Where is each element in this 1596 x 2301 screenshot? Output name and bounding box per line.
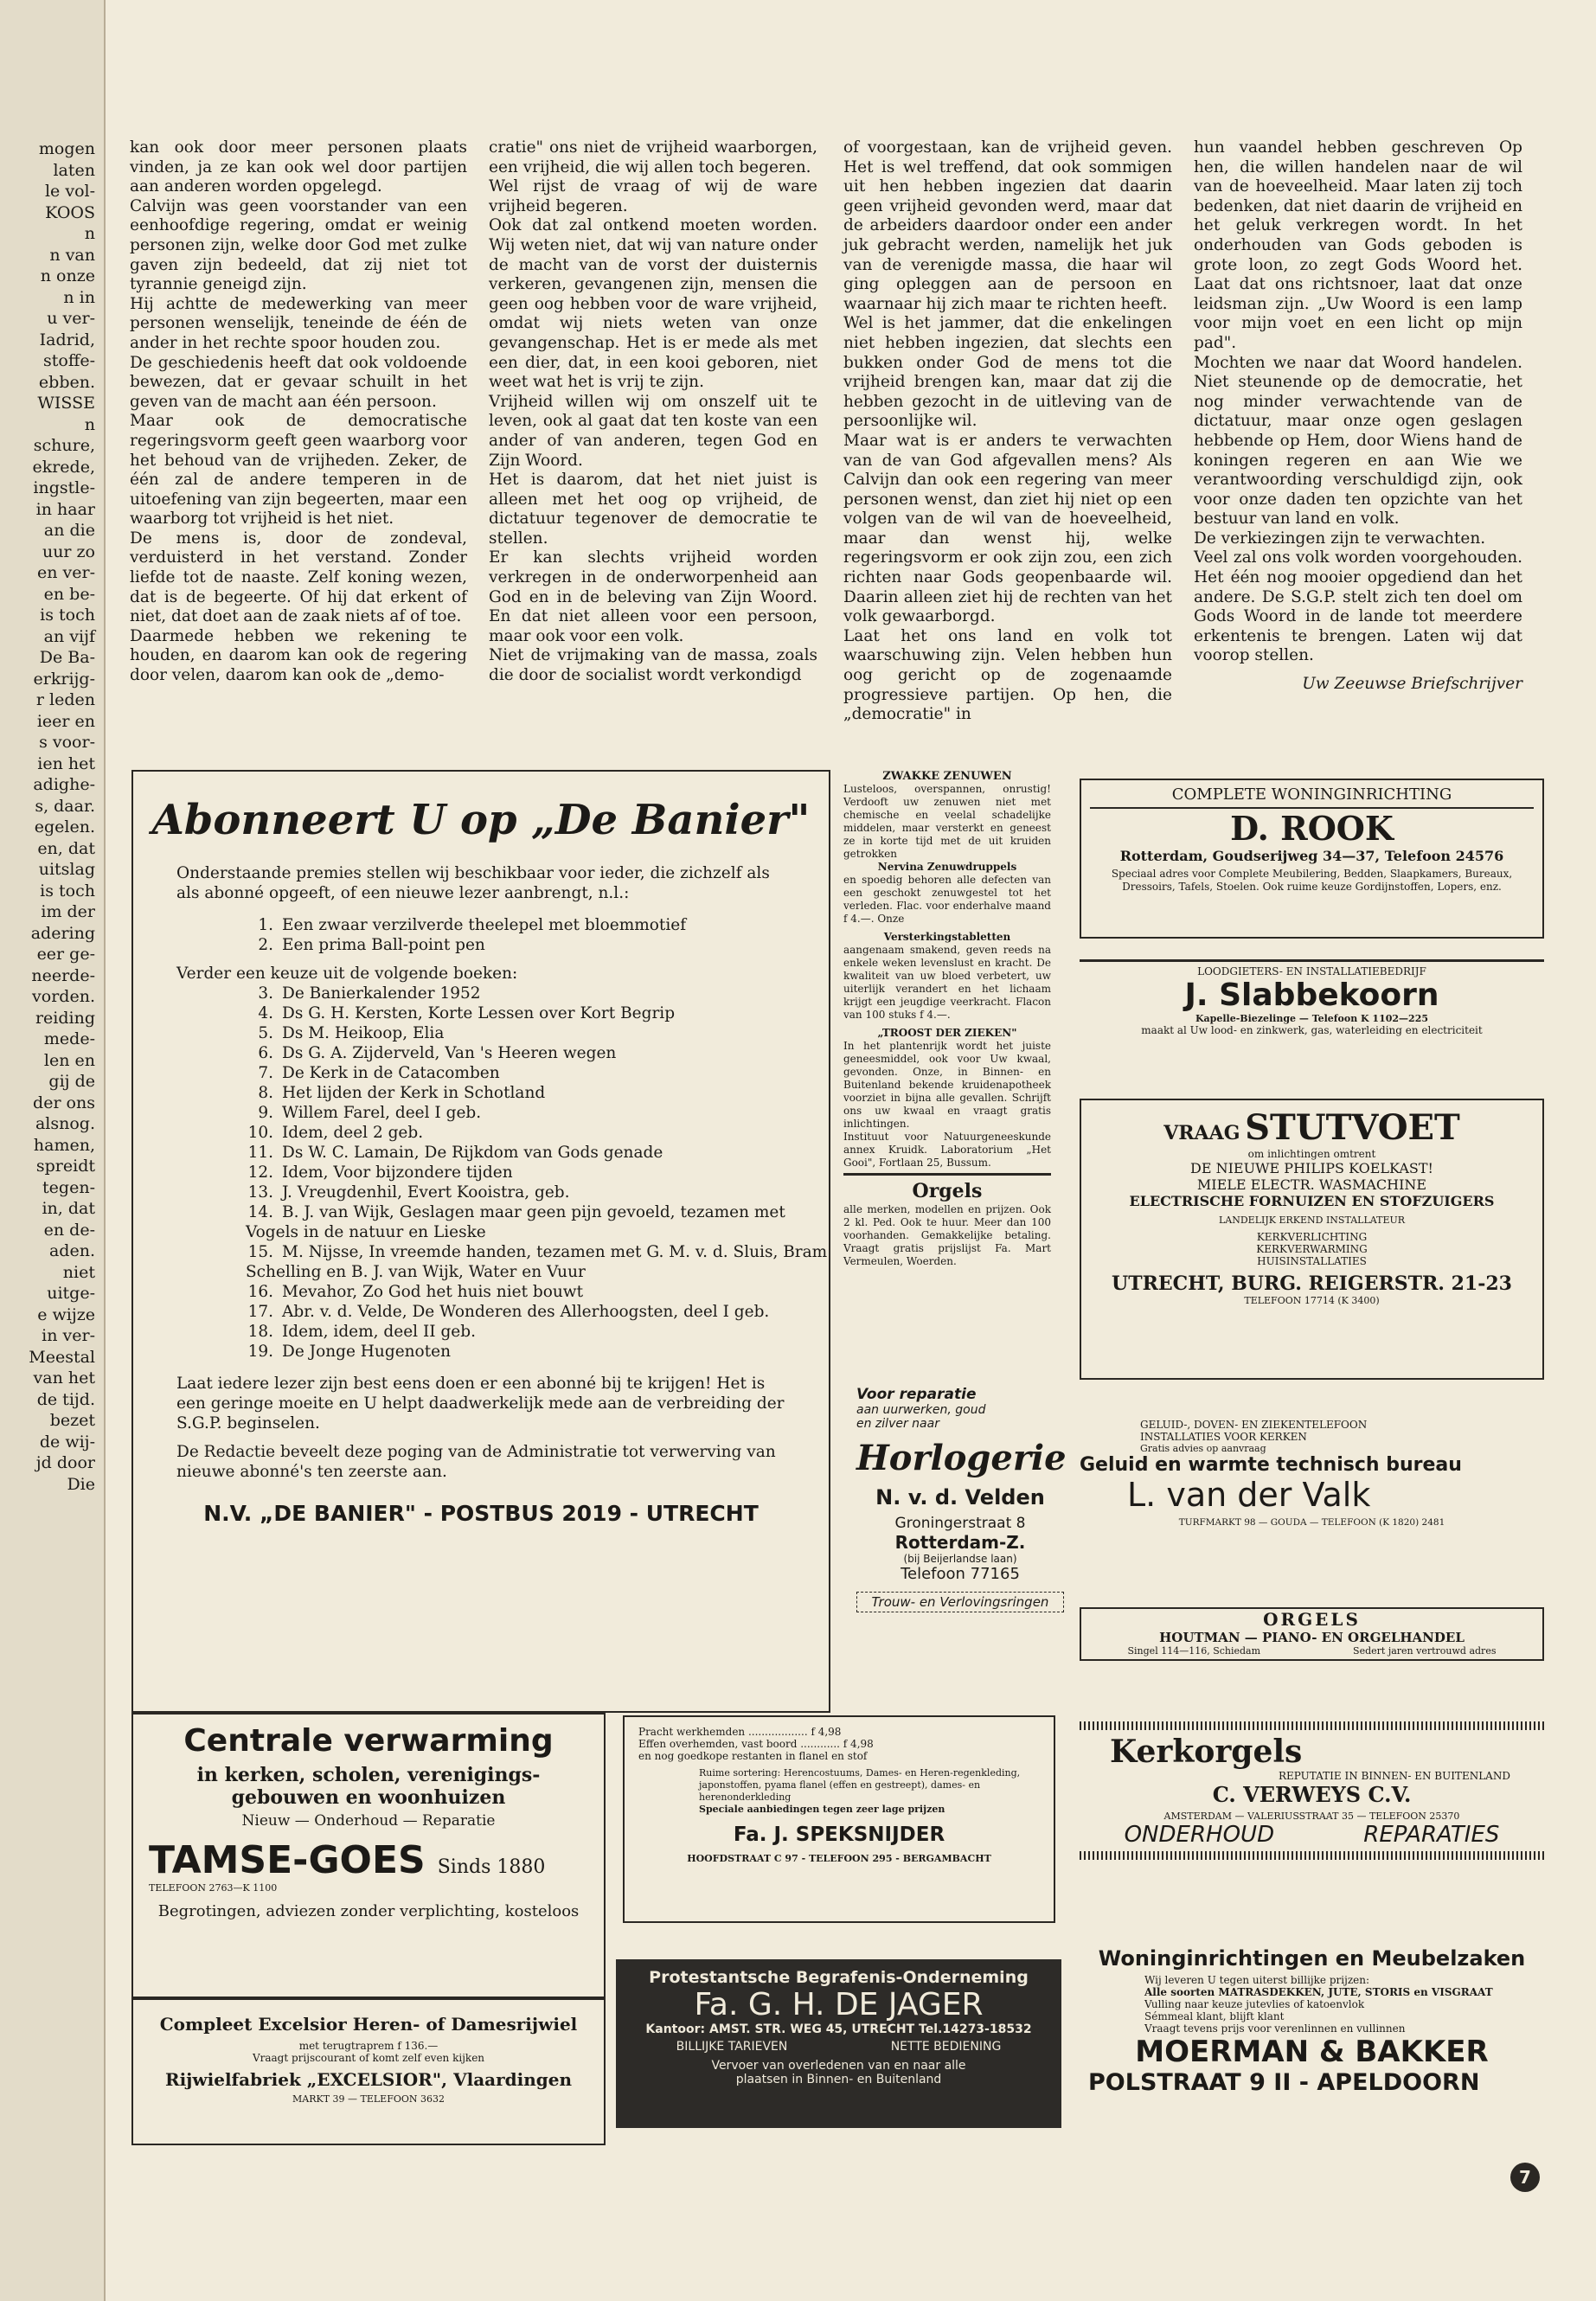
stutvoet-phone: TELEFOON 17714 (K 3400) [1244, 1295, 1380, 1306]
ad-line: om inlichtingen omtrent [1247, 1148, 1376, 1160]
margin-line: Die [67, 1474, 95, 1494]
margin-line: mogen [38, 139, 95, 158]
article-column-3 [843, 138, 1172, 725]
margin-line: en be- [43, 584, 95, 604]
margin-line: adering [30, 923, 95, 943]
ad-line: REPUTATIE IN BINNEN- EN BUITENLAND [1279, 1770, 1510, 1782]
paragraph: Vrijheid willen wij om onszelf uit te leven, ook al gaat dat ten koste van een ander of van anderen, tegen God en Zijn Woord. [489, 392, 817, 470]
margin-line: tegen- [42, 1177, 95, 1197]
margin-line: is toch [40, 606, 95, 625]
ad-line: Vraagt tevens prijs voor verenlinnen en vullinnen [1144, 2022, 1406, 2035]
list-item: 7. De Kerk in de Catacomben [258, 1064, 500, 1082]
list-item: 18. Idem, idem, deel II geb. [247, 1323, 476, 1341]
ad-line: Singel 114—116, Schiedam Sedert jaren vertrouwd adres [1127, 1645, 1497, 1657]
list-item: 17. Abr. v. d. Velde, De Wonderen des Allerhoogsten, deel I geb. [247, 1303, 770, 1321]
margin-line: De Ba- [39, 648, 95, 667]
margin-line: mede- [43, 1029, 95, 1048]
margin-line: len en [43, 1050, 95, 1070]
ad-line: ELECTRISCHE FORNUIZEN EN STOFZUIGERS [1129, 1193, 1495, 1209]
previous-page-margin [0, 0, 106, 2301]
tamse-text: Begrotingen, adviezen zonder verplichting, kosteloos [157, 1902, 580, 1920]
margin-line: jd door [35, 1453, 95, 1472]
ad-line: Geluid en warmte technisch bureau [1080, 1454, 1462, 1476]
ad-title: Woninginrichtingen en Meubelzaken [1098, 1946, 1526, 1971]
paragraph: Hij achtte de medewerking van meer personen wenselijk, teneinde de één de ander in het rechte spoor houden zou. [130, 294, 467, 352]
horlogerie-name: Horlogerie [856, 1438, 1067, 1478]
phone: Telefoon 77165 [901, 1565, 1020, 1583]
tamse-name: TAMSE-GOES [149, 1838, 426, 1882]
paragraph: Maar wat is er anders te verwachten van de van God afgevallen mens? Als Calvijn dan ook een regering van meer personen wenst, dan ziet hij niet op een volgen van de wil van de hoeveelheid, maar dan wenst hij, welke regeringsvorm er ook zijn zou, een zich richten naar Gods geopenbaarde wil. Daarin alleen ziet hij de rechten van het volk gewaarborgd. [843, 431, 1172, 626]
margin-line: Meestal [29, 1347, 95, 1367]
ad-line: ONDERHOUD [1124, 1822, 1275, 1848]
paragraph: of voorgestaan, kan de vrijheid geven. Het is wel treffend, dat ook sommigen uit hen hebben ingezien dat daarin geen vrijheid gevonden werd, maar dat de arbeiders daardoor onder een ander juk gebracht werden, namelijk het juk van de verenigde massa, die haar wil ging opleggen aan de persoon en waarnaar hij zich maar te richten heeft. [843, 138, 1172, 313]
margin-line: laten [53, 160, 95, 180]
slabbekoorn-address: Kapelle-Biezelinge — Telefoon K 1102—225 [1195, 1013, 1429, 1024]
ad-line: Speciale aanbiedingen tegen zeer lage prijzen [699, 1804, 945, 1815]
paragraph: De geschiedenis heeft dat ook voldoende bewezen, dat er gevaar schuilt in het geven van de macht aan één persoon. [130, 353, 467, 411]
margin-line: hamen, [33, 1135, 95, 1155]
slabbekoorn-name: J. Slabbekoorn [1184, 977, 1439, 1013]
paragraph: cratie" ons niet de vrijheid waarborgen, een vrijheid, die wij allen toch begeren. [489, 138, 817, 176]
ad-line: met terugtraprem f 136.— [298, 2040, 439, 2052]
ad-line: in kerken, scholen, verenigings- [196, 1764, 541, 1786]
margin-line: van het [33, 1368, 95, 1388]
ad-text: Lusteloos, overspannen, onrustig! Verdooft uw zenuwen niet met chemische en veelal schadelijke middelen, maar versterkt en geneest ze in korte tijd met de uit kruiden getrokken [843, 783, 1051, 860]
ad-line: gebouwen en woonhuizen [231, 1786, 506, 1809]
margin-line: uitge- [47, 1284, 95, 1303]
article-column-1 [130, 138, 467, 686]
stutvoet-name: STUTVOET [1245, 1107, 1460, 1148]
margin-line: Iadrid, [39, 330, 95, 349]
margin-line: de tijd. [36, 1389, 95, 1409]
ad-line: MIELE ELECTR. WASMACHINE [1196, 1176, 1427, 1193]
stutvoet-head [1088, 1107, 1535, 1148]
article-signature: Uw Zeeuwse Briefschrijver [1302, 675, 1522, 694]
margin-line: r leden [35, 690, 95, 709]
margin-line: stoffe- [43, 351, 95, 370]
ad-line: REPARATIES [1363, 1822, 1500, 1848]
ad-line: plaatsen in Binnen- en Buitenland [735, 2073, 942, 2086]
list-item: 19. De Jonge Hugenoten [247, 1343, 451, 1361]
moerman-ad [1080, 1946, 1544, 2096]
margin-line: an die [43, 521, 95, 540]
list-item: 13. J. Vreugdenhil, Evert Kooistra, geb. [247, 1183, 570, 1202]
margin-line: aden. [48, 1241, 95, 1260]
margin-line: le vol- [44, 182, 95, 201]
horlogerie-ad [856, 1386, 1067, 1612]
margin-line: alsnog. [35, 1114, 95, 1133]
stutvoet-ad [1080, 1099, 1544, 1380]
margin-line: uur zo [42, 542, 95, 561]
vraag: VRAAG [1163, 1122, 1240, 1144]
moerman-name: MOERMAN & BAKKER [1135, 2035, 1489, 2069]
ad-line: Gratis advies op aanvraag [1140, 1443, 1266, 1454]
margin-line: spreidt [35, 1157, 95, 1176]
ad-line: Vulling naar keuze jutevlies of katoenvlok [1144, 1998, 1365, 2010]
paragraph: De verkiezingen zijn te verwachten. [1194, 529, 1486, 548]
moerman-address: POLSTRAAT 9 II - APELDOORN [1088, 2069, 1480, 2096]
margin-line: im der [41, 902, 95, 921]
ad-line: LANDELIJK ERKEND INSTALLATEUR [1218, 1215, 1406, 1226]
list-item: 6. Ds G. A. Zijderveld, Van 's Heeren wegen [258, 1044, 617, 1062]
paragraph: De mens is, door de zondeval, verduisterd in het verstand. Zonder liefde tot de naaste. Zelf koning wezen, dat is de begeerte. Of hij dat erkent of niet, dat doet aan de zaak niets af of toe. [130, 529, 467, 626]
margin-line: en ver- [36, 563, 95, 582]
houtman-ad [1080, 1607, 1544, 1661]
paragraph: Wel is het jammer, dat die enkelingen niet hebben ingezien, dat slechts een bukken onder God de mens tot die vrijheid brengen kan, maar dat zij die hebben gezocht in de uitleving van de persoonlijke wil. [843, 314, 1172, 431]
margin-line: is toch [40, 881, 95, 901]
ad-line: Vraagt prijscourant of komt zelf even kijken [252, 2052, 485, 2064]
ad-subtitle: Versterkingstabletten [883, 931, 1011, 943]
margin-line: en de- [43, 1220, 95, 1240]
ad-line: GELUID-, DOVEN- EN ZIEKENTELEFOON [1140, 1419, 1368, 1431]
margin-line: n onze [40, 266, 95, 285]
ad-line: Voor reparatie [856, 1386, 977, 1403]
margin-line: ebben. [38, 372, 95, 392]
ad-line: KERKVERLICHTING [1256, 1231, 1368, 1243]
banier-intro: Onderstaande premies stellen wij beschikbaar voor ieder, die zichzelf als als abonné opgeeft, of een nieuwe lezer aanbrengt, n.l.: [176, 864, 770, 902]
dejager-ad [616, 1959, 1061, 2128]
margin-line: ingstle- [33, 478, 95, 497]
slabbekoorn-ad [1080, 956, 1544, 1036]
ad-text: In het plantenrijk wordt het juiste geneesmiddel, ook voor Uw kwaal, gevonden. Onze, in Binnen- en Buitenland bekende kruidenapotheek voorziet in bijna alle gevallen. Schrijft ons uw kwaal en vraagt gratis inlichtingen. [843, 1040, 1051, 1130]
ad-title: ORGELS [1263, 1609, 1361, 1630]
valk-address: TURFMARKT 98 — GOUDA — TELEFOON (K 1820) 2481 [1178, 1517, 1445, 1528]
books-intro: Verder een keuze uit de volgende boeken: [176, 965, 518, 983]
ad-line: en nog goedkope restanten in flanel en stof [638, 1750, 868, 1762]
paragraph: Veel zal ons volk worden voorgehouden. Het één nog mooier opgediend dan het andere. De S.G.P. stelt zich ten doel om Gods Woord in de lande tot meerdere erkentenis te brengen. Laten wij dat voorop stellen. [1194, 548, 1522, 665]
paragraph: Laat het ons land en volk tot waarschuwing zijn. Velen hebben hun oog gericht op de zogenaamde progressieve partijen. Op hen, die „democratie" in [843, 626, 1172, 724]
verweys-name: C. VERWEYS C.V. [1212, 1782, 1412, 1807]
list-item: 5. Ds M. Heikoop, Elia [258, 1024, 445, 1042]
banier-title: Abonneert U op „De Banier" [151, 796, 811, 844]
list-item: 4. Ds G. H. Kersten, Korte Lessen over Kort Begrip [258, 1004, 676, 1022]
banier-outro-2: De Redactie beveelt deze poging van de Administratie tot verwerving van nieuwe abonné's ten zeerste aan. [176, 1443, 776, 1481]
page-number: 7 [1510, 2163, 1540, 2192]
list-item: 9. Willem Farel, deel I geb. [258, 1104, 482, 1122]
article-column-4 [1194, 138, 1522, 695]
paragraph: Ook dat zal ontkend moeten worden. Wij weten niet, dat wij van nature onder de macht van de vorst der duisternis verkeren, gevangenen zijn, mensen die geen oog hebben voor de ware vrijheid, omdat wij niets weten van onze gevangenschap. Het is er mede als met een dier, dat, in een kooi geboren, niet weet wat het is vrij te zijn. [489, 216, 817, 392]
list-item: 14. B. J. van Wijk, Geslagen maar geen pijn gevoeld, tezamen met Vogels in de natuur en Lieske [246, 1203, 785, 1241]
ad-title: Compleet Excelsior Heren- of Damesrijwiel [159, 2014, 578, 2035]
margin-line: e wijze [37, 1304, 95, 1324]
margin-line: erkrijg- [33, 669, 95, 689]
tamse-since: Sinds 1880 [437, 1856, 546, 1878]
rook-address: Rotterdam, Goudserijweg 34—37, Telefoon 24576 [1119, 848, 1504, 864]
paragraph: Daarmede hebben we rekening te houden, en daarom kan ook de regering door velen, daarom kan ook de „demo- [130, 626, 467, 685]
ad-line: NETTE BEDIENING [890, 2040, 1002, 2054]
margin-line: der ons [33, 1093, 95, 1112]
rook-ad [1080, 779, 1544, 939]
ad-line: BILLIJKE TARIEVEN [676, 2040, 788, 2054]
margin-line: uitslag [38, 860, 95, 879]
margin-line: WISSE [37, 394, 95, 413]
stutvoet-address: UTRECHT, BURG. REIGERSTR. 21-23 [1112, 1272, 1512, 1295]
speksnijder-ad [623, 1715, 1055, 1923]
dejager-name: Fa. G. H. DE JAGER [694, 1987, 984, 2022]
list-item: 15. M. Nijsse, In vreemde handen, tezamen met G. M. v. d. Sluis, Bram Schelling en B. J. van Wijk, Water en Vuur [246, 1243, 828, 1281]
tamse-ad [131, 1713, 606, 1998]
premie-list [133, 915, 829, 955]
list-item: 2. Een prima Ball-point pen [258, 936, 485, 954]
ad-line: DE NIEUWE PHILIPS KOELKAST! [1190, 1160, 1433, 1176]
banier-footer: N.V. „DE BANIER" - POSTBUS 2019 - UTRECHT [203, 1501, 759, 1526]
speksnijder-name: Fa. J. SPEKSNIJDER [733, 1823, 945, 1846]
ad-line: Wij leveren U tegen uiterst billijke prijzen: [1144, 1974, 1370, 1986]
ad-subtitle: „TROOST DER ZIEKEN" [877, 1027, 1017, 1039]
margin-line: n van [49, 245, 95, 265]
ad-text: en spoedig behoren alle defecten van een geschokt zenuwgestel tot het verleden. Flac. voor enderhalve maand f 4.—. Onze [843, 874, 1051, 925]
excelsior-address: MARKT 39 — TELEFOON 3632 [292, 2093, 445, 2105]
paragraph: Calvijn was geen voorstander van een eenhoofdige regering, omdat er weinig personen zijn, welke door God met zulke gaven zijn bedeeld, dat zij niet tot tyrannie geneigd zijn. [130, 196, 467, 294]
margin-line: ien het [37, 753, 95, 773]
excelsior-ad [131, 1998, 606, 2145]
margin-line: bezet [49, 1411, 95, 1430]
margin-line: adighe- [33, 775, 95, 794]
paragraph: Er kan slechts vrijheid worden verkregen in de onderworpenheid aan God en in de beleving van Zijn Woord. En dat niet alleen voor een persoon, maar ook voor een volk. [489, 548, 817, 645]
paragraph: kan ook door meer personen plaats vinden, ja ze kan ook wel door partijen aan anderen worden opgelegd. [130, 138, 467, 196]
margin-line: niet [62, 1262, 95, 1282]
paragraph: hun vaandel hebben geschreven Op hen, die willen handelen naar de wil van de hoeveelheid. Maar laten zij toch bedenken, dat niet daarin de vrijheid en het geluk verkregen wordt. In het onderhouden van Gods geboden is grote loon, zo zegt Gods Woord het. Laat dat ons richtsnoer, laat dat onze leidsman zijn. „Uw Woord is een lamp voor mijn voet en een licht op mijn pad". [1194, 138, 1522, 352]
list-item: 11. Ds W. C. Lamain, De Rijkdom van Gods genade [247, 1144, 663, 1162]
margin-line: egelen. [34, 817, 95, 836]
ad-line: HUISINSTALLATIES [1257, 1255, 1367, 1267]
valk-ad [1080, 1419, 1544, 1528]
ad-line: Sémmeal klant, blijft klant [1144, 2010, 1285, 2022]
ad-line: Ruime sortering: Herencostuums, Dames- en Heren-regenkleding, japonstoffen, pyama flanel (effen en gestreept), dames- en herenonderkleding [699, 1767, 1021, 1803]
ad-subtitle: Nervina Zenuwdruppels [877, 861, 1017, 873]
owner: N. v. d. Velden [875, 1485, 1045, 1509]
margin-line: gij de [48, 1072, 95, 1091]
rook-text: Speciaal adres voor Complete Meubilering, Bedden, Slaapkamers, Bureaux, Dressoirs, Tafels, Stoelen. Ook ruime keuze Gordijnstoffen, Lopers, enz. [1111, 868, 1513, 893]
ad-title: Centrale verwarming [183, 1723, 554, 1759]
street: Groningerstraat 8 [894, 1515, 1026, 1532]
book-list [133, 984, 829, 1362]
paragraph: Het is daarom, dat het niet juist is alleen met het oog op vrijheid, de dictatuur tegenover de democratie te stellen. [489, 471, 817, 548]
margin-line: in haar [35, 499, 95, 519]
tamse-phone: TELEFOON 2763—K 1100 [149, 1882, 278, 1894]
list-item: 12. Idem, Voor bijzondere tijden [247, 1163, 513, 1182]
ad-line: Pracht werkhemden .................. f 4,98 [638, 1726, 842, 1738]
ad-line: Kantoor: AMST. STR. WEG 45, UTRECHT Tel.14273-18532 [645, 2022, 1032, 2036]
paragraph: Mochten we naar dat Woord handelen. Niet steunende op de democratie, het nog minder verwachtende van de dictatuur, maar onze ogen geslagen hebbende op Hem, door Wiens hand de koningen regeren en aan Wie we verantwoording verschuldigd zijn, ook voor onze daden ten opzichte van het bestuur van land en volk. [1194, 353, 1522, 529]
margin-line: n in [63, 287, 95, 307]
margin-line: ieer en [36, 711, 95, 731]
verweys-ad [1080, 1721, 1544, 1860]
list-item: 10. Idem, deel 2 geb. [247, 1124, 424, 1142]
city: Rotterdam-Z. [894, 1532, 1026, 1553]
margin-line: KOOS [45, 202, 95, 222]
margin-line: eer ge- [36, 945, 95, 964]
paragraph: Niet de vrijmaking van de massa, zoals die door de socialist wordt verkondigd [489, 646, 817, 685]
ad-line: Vervoer van overledenen van en naar alle [711, 2059, 966, 2073]
banier-outro-1: Laat iedere lezer zijn best eens doen er een abonné bij te krijgen! Het is een geringe moeite en U helpt daadwerkelijk mede aan de verbreiding der S.G.P. beginselen. [176, 1375, 785, 1433]
banier-subscription-ad [131, 770, 830, 1713]
article-column-2 [489, 138, 817, 686]
excelsior-name: Rijwielfabriek „EXCELSIOR", Vlaardingen [164, 2069, 573, 2090]
orgels-title: Orgels [912, 1180, 983, 1202]
margin-line: n [84, 224, 95, 243]
ad-text: alle merken, modellen en prijzen. Ook 2 kl. Ped. Ook te huur. Meer dan 100 voorhanden. Gemakkelijke betaling. Vraagt gratis prijslijst Fa. Mart Vermeulen, Woerden. [843, 1203, 1051, 1267]
margin-line: schure, [33, 436, 95, 455]
margin-line: de wij- [39, 1432, 95, 1452]
ad-line: Alle soorten MATRASDEKKEN, JUTE, STORIS en VISGRAAT [1144, 1986, 1493, 1998]
ad-line: KERKVERWARMING [1256, 1243, 1368, 1255]
margin-line: in, dat [42, 1199, 95, 1218]
zwakke-zenuwen-ad [843, 770, 1051, 1268]
list-item: 1. Een zwaar verzilverde theelepel met bloemmotief [258, 916, 687, 934]
paragraph: Maar ook de democratische regeringsvorm geeft geen waarborg voor het behoud van de vrijheden. Zeker, de één zal de andere temperen in de uitoefening van zijn begeerten, maar een waarborg tot vrijheid is het niet. [130, 412, 467, 529]
rook-name: D. ROOK [1230, 809, 1394, 848]
ad-line: Protestantsche Begrafenis-Onderneming [649, 1968, 1029, 1987]
ad-header: COMPLETE WONINGINRICHTING [1090, 785, 1534, 809]
ad-text: Instituut voor Natuurgeneeskunde annex Kruidk. Laboratorium „Het Gooi", Fortlaan 25, Bussum. [843, 1131, 1051, 1169]
valk-name: L. van der Valk [1127, 1476, 1371, 1514]
ad-line: aan uurwerken, goud [856, 1403, 986, 1417]
note: (bij Beijerlandse laan) [903, 1553, 1017, 1565]
verweys-title: Kerkorgels [1110, 1734, 1303, 1770]
margin-line: u ver- [47, 309, 95, 328]
ad-line: en zilver naar [856, 1417, 939, 1431]
list-item: 16. Mevahor, Zo God het huis niet bouwt [247, 1283, 584, 1301]
margin-line: en, dat [37, 838, 95, 858]
margin-line: in ver- [42, 1326, 95, 1345]
list-item: 8. Het lijden der Kerk in Schotland [258, 1084, 546, 1102]
margin-line: ekrede, [32, 457, 95, 477]
margin-line: s voor- [39, 733, 95, 752]
margin-line: s, daar. [35, 796, 95, 816]
ad-text: aangenaam smakend, geven reeds na enkele weken levenslust en kracht. De kwaliteit van uw bloed verbetert, uw uiterlijk verandert en het lichaam krijgt een jeugdige veerkracht. Flacon van 100 stuks f 4.—. [843, 944, 1051, 1021]
margin-line: vorden. [32, 987, 95, 1006]
margin-line: neerde- [31, 965, 95, 985]
ad-line: Nieuw — Onderhoud — Reparatie [241, 1812, 496, 1830]
ad-line: AMSTERDAM — VALERIUSSTRAAT 35 — TELEFOON 25370 [1163, 1811, 1460, 1822]
paragraph: Wel rijst de vraag of wij de ware vrijheid begeren. [489, 177, 817, 215]
margin-line: n [84, 414, 95, 434]
slabbekoorn-text: maakt al Uw lood- en zinkwerk, gas, waterleiding en electriciteit [1141, 1024, 1483, 1036]
margin-line: reiding [35, 1008, 95, 1028]
ad-line: INSTALLATIES VOOR KERKEN [1140, 1431, 1307, 1443]
ad-title: ZWAKKE ZENUWEN [882, 770, 1012, 783]
speksnijder-address: HOOFDSTRAAT C 97 - TELEFOON 295 - BERGAMBACHT [687, 1853, 991, 1864]
list-item: 3. De Banierkalender 1952 [258, 984, 481, 1003]
horlogerie-footer: Trouw- en Verlovingsringen [856, 1592, 1064, 1612]
ad-line: Effen overhemden, vast boord ............ f 4,98 [638, 1738, 874, 1750]
ad-header: LOODGIETERS- EN INSTALLATIEBEDRIJF [1197, 965, 1426, 977]
margin-line: an vijf [43, 626, 95, 646]
ad-line: HOUTMAN — PIANO- EN ORGELHANDEL [1159, 1630, 1465, 1645]
